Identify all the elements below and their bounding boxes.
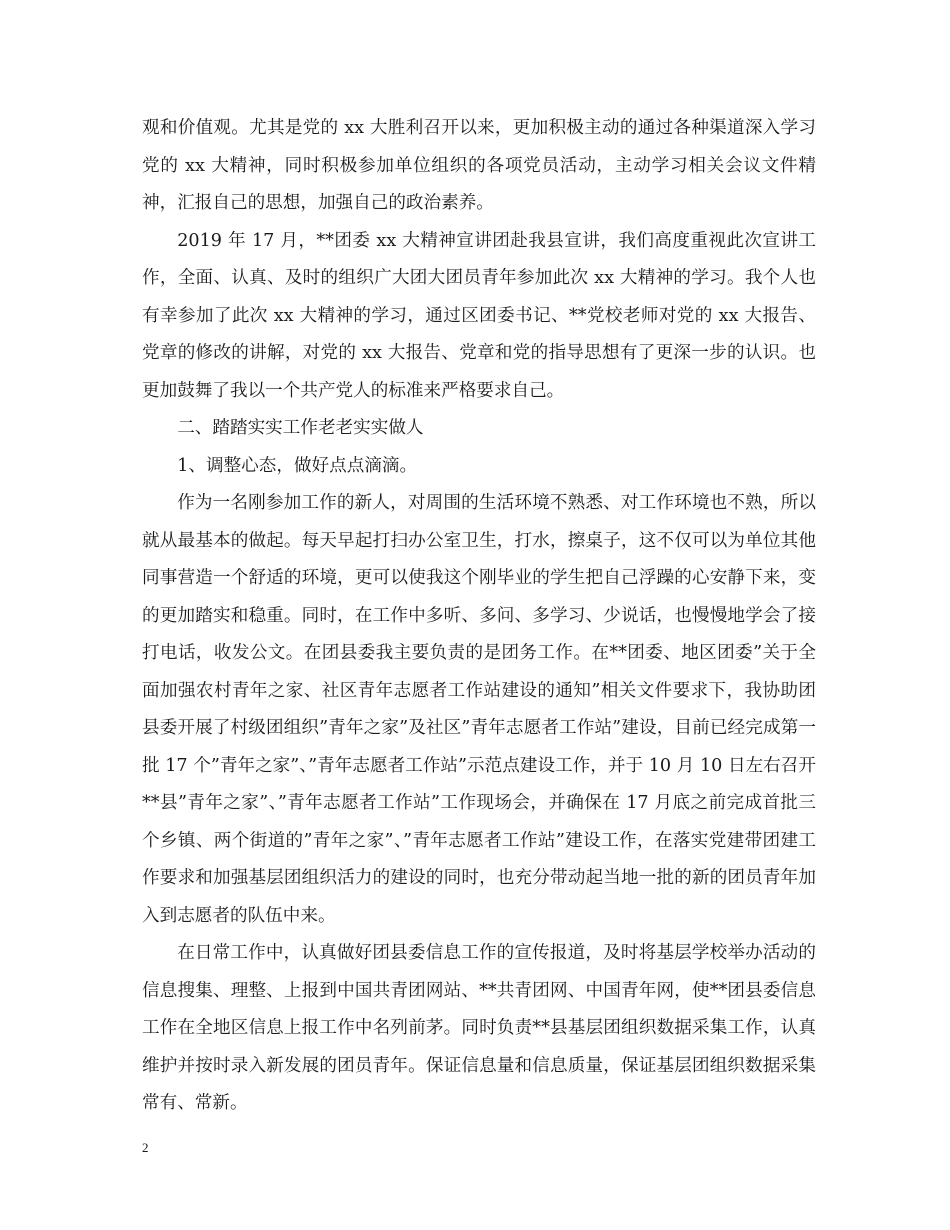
paragraph-information-work: 在日常工作中，认真做好团县委信息工作的宣传报道，及时将基层学校举办活动的信息搜集、理整、上报到中国共青团网站、**共青团网、中国青年网，使**团县委信息工作在全地区信息上报工作中名列前茅。同时负责**县基层团组织数据采集工作，认真维护并按时录入新发展的团员青年。保证信息量和信息质量，保证基层团组织数据采集常有、常新。	[142, 943, 816, 1113]
section-heading: 二、踏踏实实工作老老实实做人	[177, 418, 424, 438]
document-body	[142, 110, 816, 1123]
subsection-heading: 1、调整心态，做好点点滴滴。	[177, 455, 418, 476]
paragraph-work-duties: 作为一名刚参加工作的新人，对周围的生活环境不熟悉、对工作环境也不熟，所以就从最基本的做起。每天早起打扫办公室卫生，打水，擦桌子，这不仅可以为单位其他同事营造一个舒适的环境，更可以使我这个刚毕业的学生把自己浮躁的心安静下来，变的更加踏实和稳重。同时，在工作中多听、多问、多学习、少说话，也慢慢地学会了接打电话，收发公文。在团县委我主要负责的是团务工作。在**团委、地区团委”关于全面加强农村青年之家、社区青年志愿者工作站建设的通知”相关文件要求下，我协助团县委开展了村级团组织”青年之家”及社区”青年志愿者工作站”建设，目前已经完成第一批 17 个”青年之家”、”青年志愿者工作站”示范点建设工作，并于 10 月 10 日左右召开**县”青年之家”、”青年志愿者工作站”工作现场会，并确保在 17 月底之前完成首批三个乡镇、两个街道的”青年之家”、”青年志愿者工作站”建设工作，在落实党建带团建工作要求和加强基层团组织活力的建设的同时，也充分带动起当地一批的新的团员青年加入到志愿者的队伍中来。	[142, 493, 816, 926]
page-number: 2	[142, 1140, 149, 1155]
paragraph-propaganda-session: 2019 年 17 月，**团委 xx 大精神宣讲团赴我县宣讲，我们高度重视此次宣讲工作，全面、认真、及时的组织广大团大团员青年参加此次 xx 大精神的学习。我个人也有幸参加了此次 xx 大精神的学习，通过区团委书记、**党校老师对党的 xx 大报告、党章的修改的讲解，对党的 xx 大报告、党章和党的指导思想有了更深一步的认识。也更加鼓舞了我以一个共产党人的标准来严格要求自己。	[142, 230, 816, 401]
paragraph-continuation: 观和价值观。尤其是党的 xx 大胜利召开以来，更加积极主动的通过各种渠道深入学习党的 xx 大精神，同时积极参加单位组织的各项党员活动，主动学习相关会议文件精神，汇报自己的思想，加强自己的政治素养。	[142, 118, 816, 213]
